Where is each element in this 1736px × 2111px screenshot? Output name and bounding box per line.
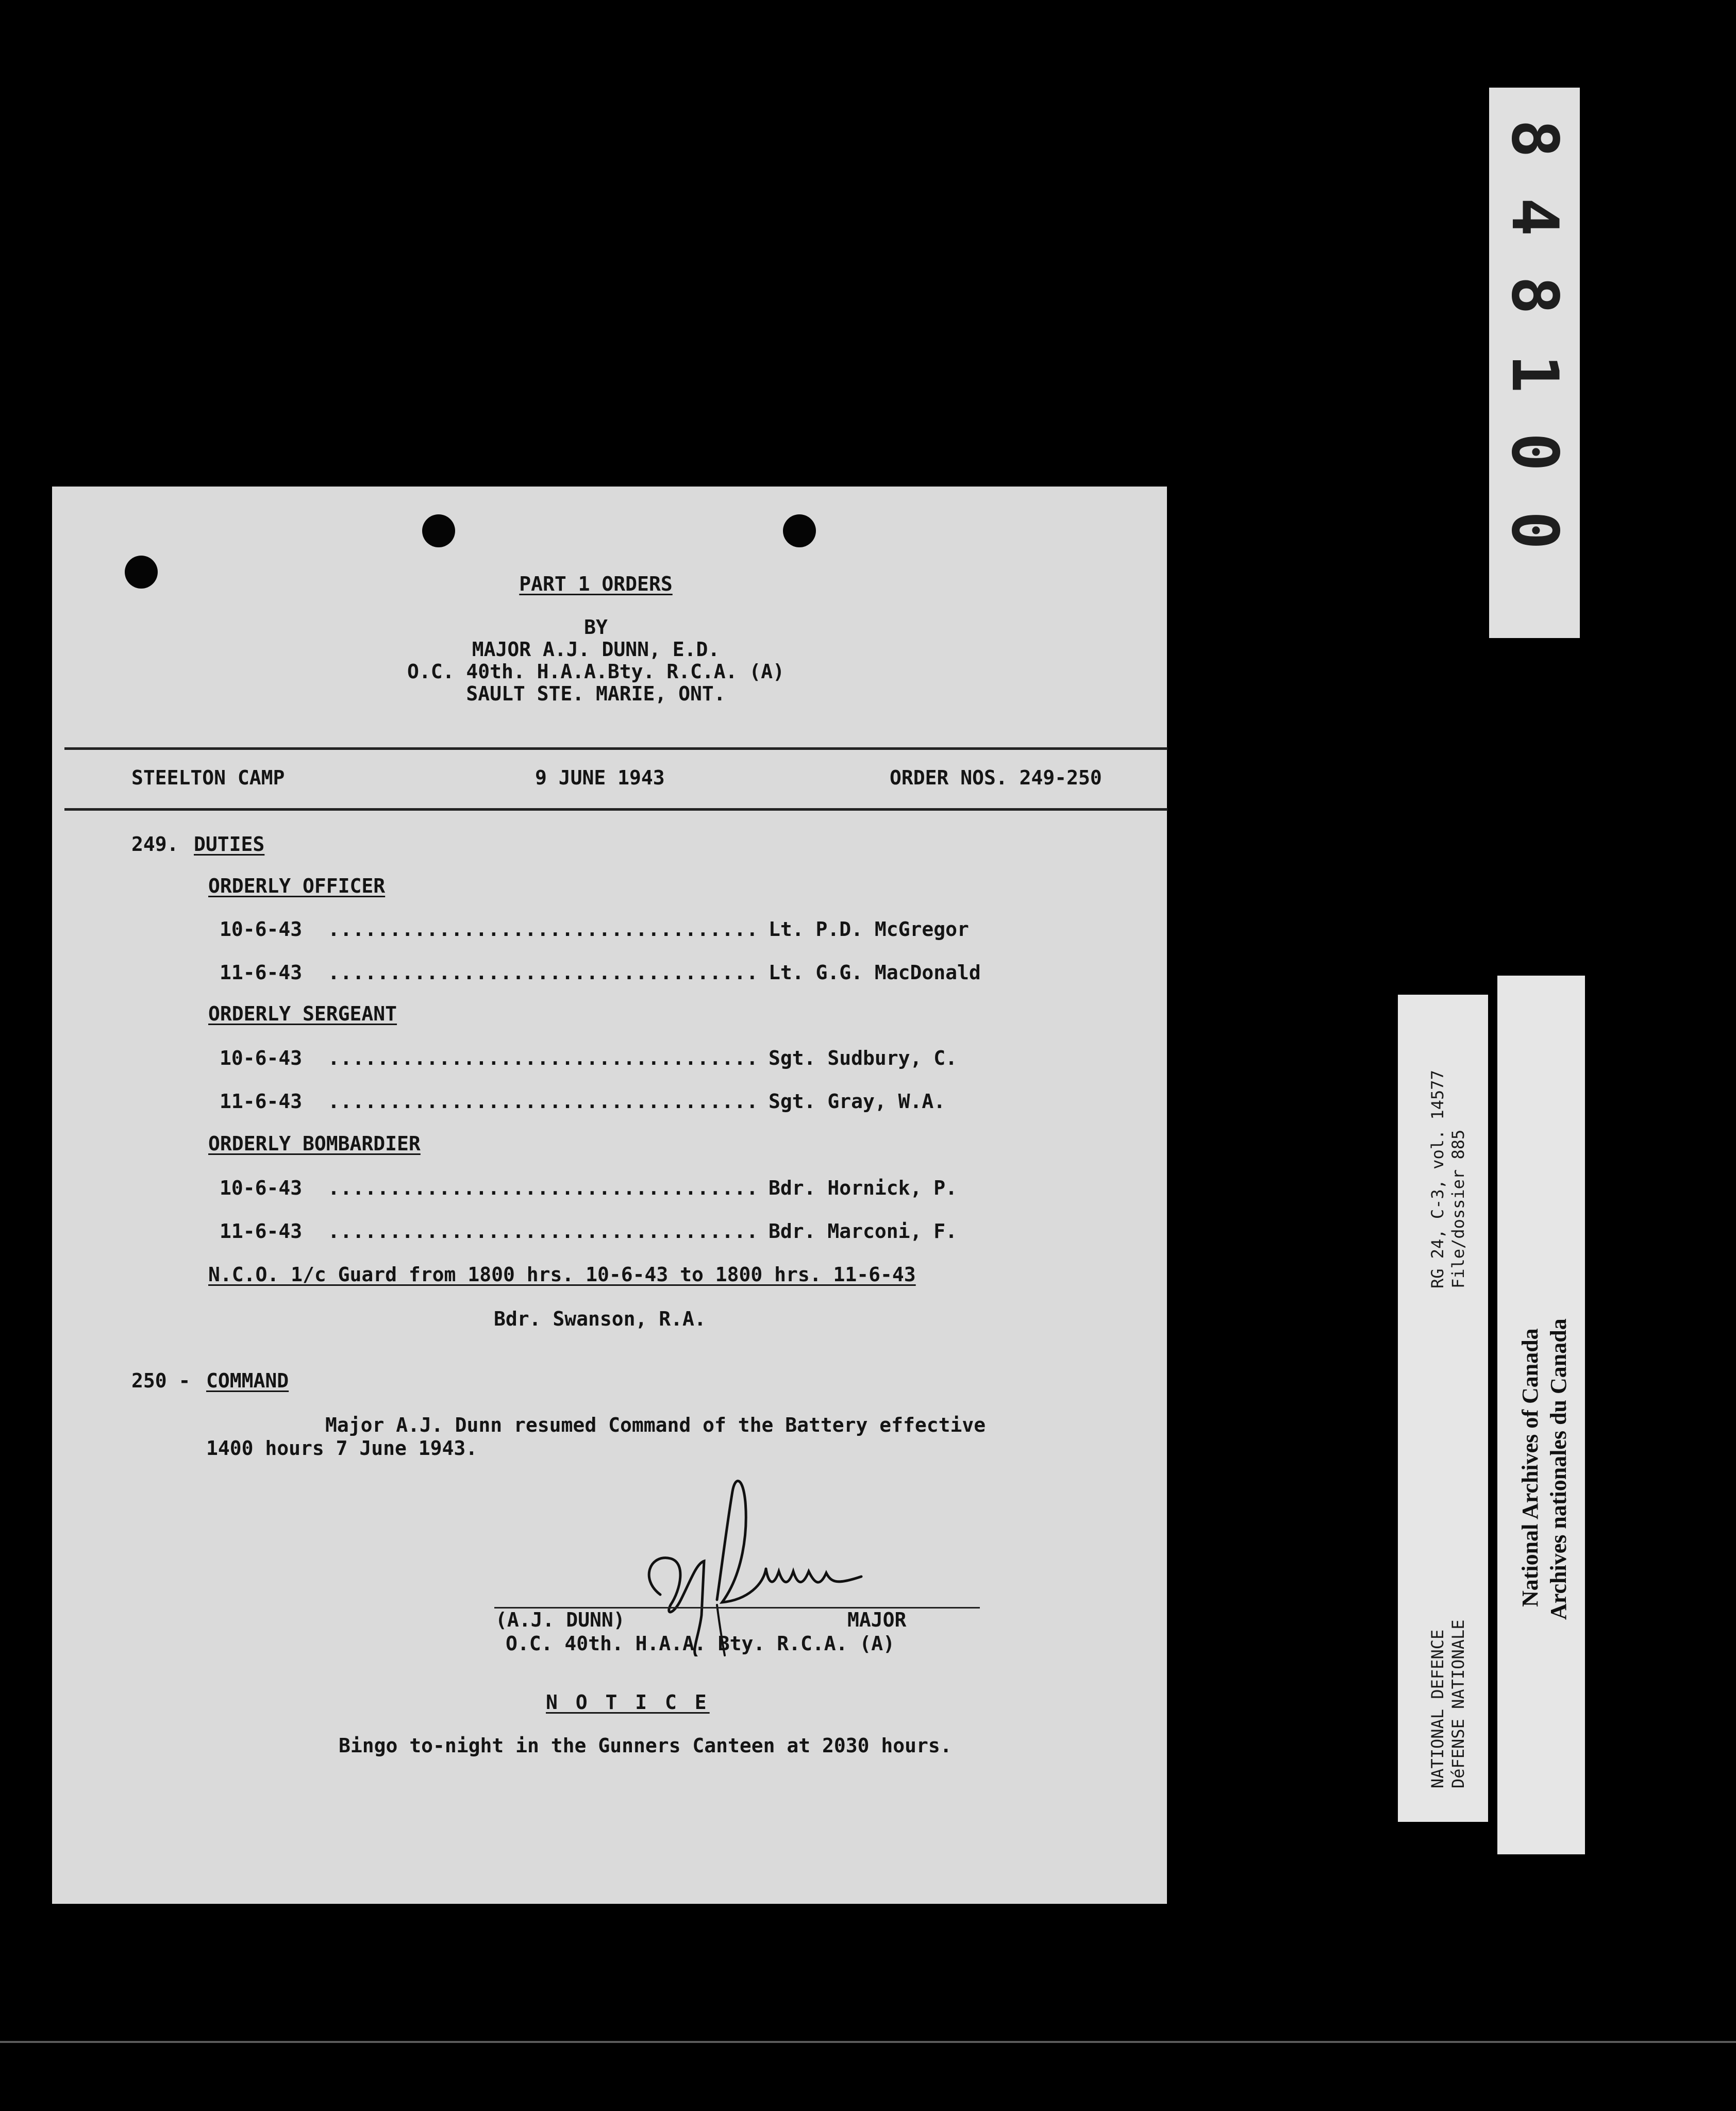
punch-hole: [783, 514, 816, 547]
section-249-title: DUTIES: [194, 833, 265, 856]
duty-group-title: ORDERLY OFFICER: [208, 875, 386, 897]
archives-text-line1: National Archives of Canada: [1517, 1328, 1543, 1607]
dot-leader: ...................................: [328, 1220, 759, 1243]
frame-digit: 1: [1497, 354, 1572, 393]
duty-name: Sgt. Sudbury, C.: [769, 1047, 958, 1069]
frame-digit: 8: [1497, 276, 1572, 315]
dot-leader: ...................................: [328, 961, 759, 984]
handwritten-signature: [593, 1461, 882, 1656]
guard-title: N.C.O. 1/c Guard from 1800 hrs. 10-6-43 to 1800 hrs. 11-6-43: [208, 1263, 916, 1286]
reference-text-line2: File/dossier 885: [1448, 1129, 1468, 1288]
duty-name: Lt. G.G. MacDonald: [769, 961, 981, 984]
heading-unit: O.C. 40th. H.A.A.Bty. R.C.A. (A): [407, 660, 785, 683]
frame-digit: 8: [1497, 119, 1572, 158]
archives-label: [1497, 976, 1585, 1854]
guard-name: Bdr. Swanson, R.A.: [494, 1308, 706, 1330]
section-250-title: COMMAND: [206, 1369, 289, 1392]
reference-label: [1398, 995, 1488, 1822]
order-date: 9 JUNE 1943: [535, 766, 665, 789]
duty-name: Lt. P.D. McGregor: [769, 918, 969, 941]
notice-title: N O T I C E: [546, 1691, 710, 1714]
signature-unit: O.C. 40th. H.A.A. Bty. R.C.A. (A): [506, 1632, 895, 1655]
frame-number-strip: [1489, 88, 1580, 638]
frame-digit: 0: [1497, 511, 1572, 550]
duty-date: 10-6-43: [220, 1177, 303, 1199]
duty-date: 10-6-43: [220, 1047, 303, 1069]
header-rule-top: [64, 747, 1167, 750]
duty-date: 11-6-43: [220, 961, 303, 984]
camp-name: STEELTON CAMP: [131, 766, 285, 789]
heading-officer: MAJOR A.J. DUNN, E.D.: [472, 638, 720, 661]
duty-name: Bdr. Marconi, F.: [769, 1220, 958, 1243]
duty-date: 11-6-43: [220, 1090, 303, 1113]
section-250-line1: Major A.J. Dunn resumed Command of the Battery effective: [325, 1414, 986, 1436]
signature-name: (A.J. DUNN): [495, 1609, 625, 1631]
dot-leader: ...................................: [328, 1177, 759, 1199]
notice-text: Bingo to-night in the Gunners Canteen at 2030 hours.: [339, 1734, 952, 1757]
signature-rank: MAJOR: [847, 1609, 907, 1631]
frame-digit: 4: [1497, 197, 1572, 237]
heading-location: SAULT STE. MARIE, ONT.: [466, 682, 726, 705]
dot-leader: ...................................: [328, 1047, 759, 1069]
duty-group-title: ORDERLY BOMBARDIER: [208, 1132, 421, 1155]
archives-text-line2: Archives nationales du Canada: [1546, 1318, 1571, 1620]
dot-leader: ...................................: [328, 918, 759, 941]
department-text-line2: DéFENSE NATIONALE: [1448, 1619, 1468, 1788]
department-text-line1: NATIONAL DEFENCE: [1428, 1629, 1447, 1788]
punch-hole: [422, 514, 455, 547]
film-edge-line: [0, 2041, 1736, 2043]
heading-by: BY: [584, 616, 608, 639]
order-numbers: ORDER NOS. 249-250: [890, 766, 1102, 789]
duty-date: 10-6-43: [220, 918, 303, 941]
duty-name: Sgt. Gray, W.A.: [769, 1090, 946, 1113]
header-rule-bottom: [64, 808, 1167, 811]
section-249-number: 249.: [131, 833, 179, 856]
frame-digit: 0: [1497, 432, 1572, 472]
order-document: [52, 487, 1167, 1904]
section-250-number: 250 -: [131, 1369, 191, 1392]
dot-leader: ...................................: [328, 1090, 759, 1113]
reference-text-line1: RG 24, C-3, vol. 14577: [1428, 1070, 1447, 1288]
duty-date: 11-6-43: [220, 1220, 303, 1243]
section-250-line2: 1400 hours 7 June 1943.: [206, 1437, 478, 1460]
duty-name: Bdr. Hornick, P.: [769, 1177, 958, 1199]
duty-group-title: ORDERLY SERGEANT: [208, 1002, 397, 1025]
document-title: PART 1 ORDERS: [519, 573, 673, 595]
